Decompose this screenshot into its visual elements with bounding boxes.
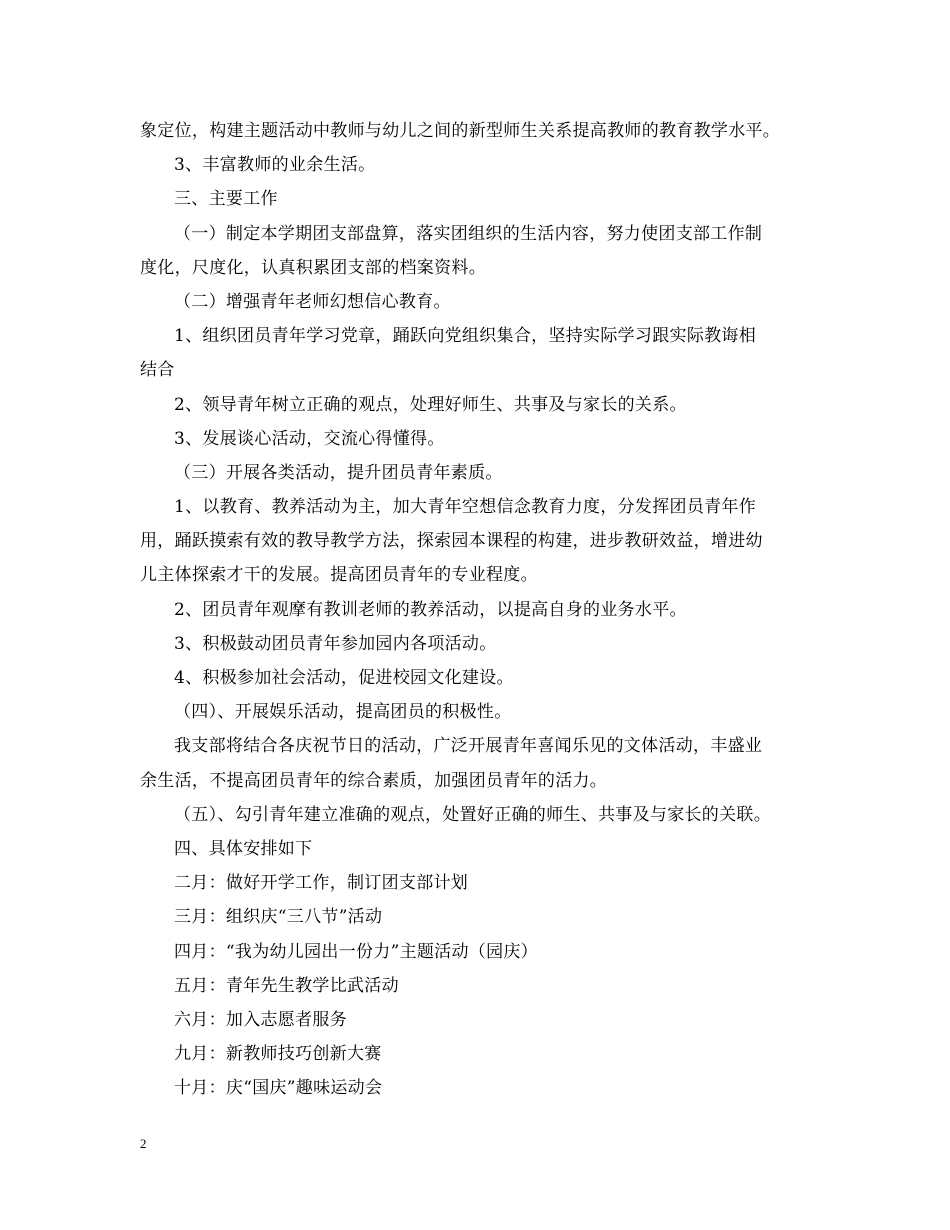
paragraph-line: 象定位，构建主题活动中教师与幼儿之间的新型师生关系提高教师的教育教学水平。 bbox=[140, 121, 781, 141]
schedule-item: 六月：加入志愿者服务 bbox=[174, 1009, 347, 1030]
paragraph-line: 儿主体探索才干的发展。提高团员青年的专业程度。 bbox=[140, 565, 538, 586]
paragraph-line: 4、积极参加社会活动，促进校园文化建设。 bbox=[174, 668, 514, 688]
paragraph-line: 余生活，不提高团员青年的综合素质，加强团员青年的活力。 bbox=[140, 770, 608, 791]
section-heading: 四、具体安排如下 bbox=[174, 838, 313, 859]
paragraph-line: 用，踊跃摸索有效的教导教学方法，探索园本课程的构建，进步教研效益，增进幼 bbox=[140, 531, 763, 552]
schedule-item: 四月：“我为幼儿园出一份力”主题活动（园庆） bbox=[174, 941, 538, 962]
subsection-heading: （二）增强青年老师幻想信心教育。 bbox=[174, 291, 451, 312]
subsection-heading: （一）制定本学期团支部盘算，落实团组织的生活内容，努力使团支部工作制 bbox=[174, 223, 763, 244]
document-body bbox=[140, 114, 830, 1105]
paragraph-line: 1、以教育、教养活动为主，加大青年空想信念教育力度，分发挥团员青年作 bbox=[174, 497, 757, 518]
schedule-item: 三月：组织庆“三八节”活动 bbox=[174, 907, 383, 928]
schedule-item: 十月：庆“国庆”趣味运动会 bbox=[174, 1078, 383, 1099]
paragraph-line: 结合 bbox=[140, 360, 175, 381]
section-heading: 三、主要工作 bbox=[174, 189, 278, 210]
paragraph-line: 2、领导青年树立正确的观点，处理好师生、共事及与家长的关系。 bbox=[174, 394, 687, 415]
paragraph-line: 3、丰富教师的业余生活。 bbox=[174, 155, 376, 176]
schedule-item: 二月：做好开学工作，制订团支部计划 bbox=[174, 873, 469, 894]
subsection-heading: （三）开展各类活动，提升团员青年素质。 bbox=[174, 462, 503, 483]
page-number: 2 bbox=[140, 1136, 147, 1151]
paragraph-line: 3、积极鼓动团员青年参加园内各项活动。 bbox=[174, 633, 497, 654]
paragraph-line: 度化，尺度化，认真积累团支部的档案资料。 bbox=[140, 257, 486, 278]
schedule-item: 五月：青年先生教学比武活动 bbox=[174, 975, 399, 996]
paragraph-line: 3、发展谈心活动，交流心得懂得。 bbox=[174, 428, 445, 449]
subsection-heading: （五）、勾引青年建立准确的观点，处置好正确的师生、共事及与家长的关联。 bbox=[174, 804, 771, 825]
paragraph-line: 我支部将结合各庆祝节日的活动，广泛开展青年喜闻乐见的文体活动，丰盛业 bbox=[174, 736, 763, 757]
paragraph-line: 1、组织团员青年学习党章，踊跃向党组织集合，坚持实际学习跟实际教诲相 bbox=[174, 326, 757, 347]
paragraph-line: 2、团员青年观摩有教训老师的教养活动，以提高自身的业务水平。 bbox=[174, 599, 687, 620]
schedule-item: 九月：新教师技巧创新大赛 bbox=[174, 1044, 382, 1065]
subsection-heading: （四）、开展娱乐活动，提高团员的积极性。 bbox=[174, 702, 512, 723]
